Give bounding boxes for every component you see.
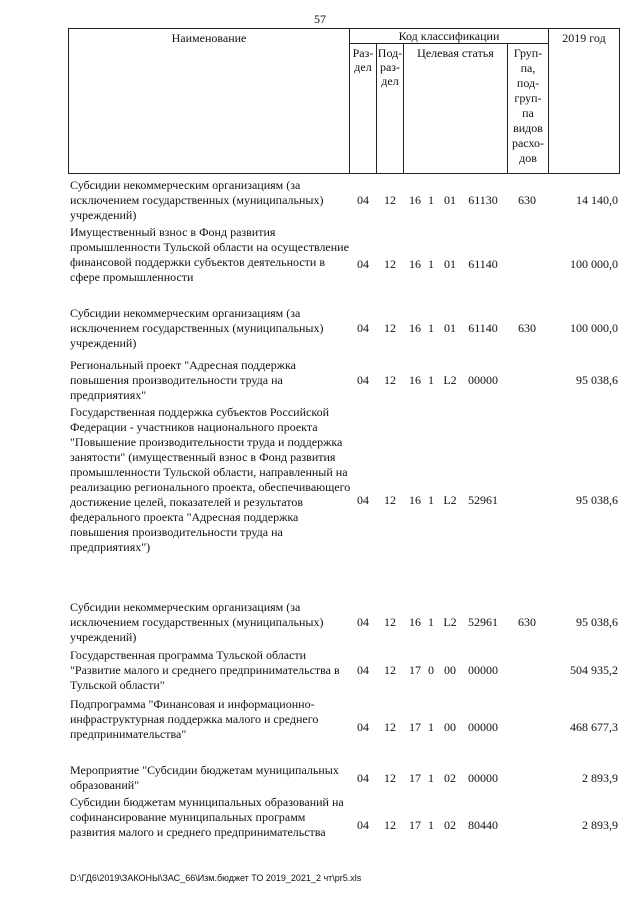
row-program: 17 (409, 771, 421, 785)
row-amount: 468 677,3 (570, 720, 618, 734)
row-subprogram: 1 (428, 771, 434, 785)
row-subprogram: 1 (428, 720, 434, 734)
row-event: 01 (444, 193, 456, 207)
row-direction: 52961 (468, 615, 498, 629)
row-amount: 2 893,9 (582, 818, 618, 832)
row-direction: 00000 (468, 663, 498, 677)
row-name: Субсидии бюджетам муниципальных образований на софинансирование муниципальных программ развития малого и среднего предпринимательства (70, 795, 344, 839)
row-direction: 61140 (468, 257, 498, 271)
row-subprogram: 1 (428, 818, 434, 832)
row-section: 04 (357, 818, 369, 832)
row-event: 00 (444, 720, 456, 734)
row-name: Подпрограмма "Финансовая и информационно-инфраструктурная поддержка малого и среднего предпринимательства" (70, 697, 319, 741)
row-subsection: 12 (384, 771, 396, 785)
row-program: 16 (409, 193, 421, 207)
row-subsection: 12 (384, 818, 396, 832)
row-subprogram: 1 (428, 493, 434, 507)
row-amount: 504 935,2 (570, 663, 618, 677)
row-program: 17 (409, 663, 421, 677)
row-program: 16 (409, 373, 421, 387)
row-name: Государственная поддержка субъектов Российской Федерации - участников национального проекта "Повышение производительности труда и поддержка занятости" (имущественный взнос в Фонд развития промышленности Тульской области, направленный на реализацию регионального проекта, обеспечивающего достижение целей, показателей и результатов федерального проекта "Адресная поддержка повышения производительности труда на предприятиях") (70, 405, 351, 554)
header-section: Раз- дел (352, 46, 374, 74)
row-expense-group: 630 (518, 193, 536, 207)
row-section: 04 (357, 663, 369, 677)
row-amount: 2 893,9 (582, 771, 618, 785)
row-event: 02 (444, 771, 456, 785)
row-subprogram: 1 (428, 193, 434, 207)
row-section: 04 (357, 493, 369, 507)
row-subprogram: 1 (428, 373, 434, 387)
row-expense-group: 630 (518, 321, 536, 335)
row-name: Региональный проект "Адресная поддержка повышения производительности труда на предприятиях" (70, 358, 296, 402)
row-subsection: 12 (384, 663, 396, 677)
row-event: L2 (443, 615, 457, 629)
header-group: Груп- па, под- груп- па видов расхо- дов (511, 46, 545, 165)
header-name: Наименование (171, 31, 247, 45)
row-event: 02 (444, 818, 456, 832)
page-number: 57 (314, 12, 326, 26)
row-subsection: 12 (384, 193, 396, 207)
row-direction: 00000 (468, 720, 498, 734)
row-expense-group: 630 (518, 615, 536, 629)
row-direction: 00000 (468, 373, 498, 387)
row-subsection: 12 (384, 321, 396, 335)
row-event: L2 (443, 493, 457, 507)
row-section: 04 (357, 373, 369, 387)
row-event: L2 (443, 373, 457, 387)
row-subsection: 12 (384, 720, 396, 734)
header-target: Целевая статья (417, 46, 494, 60)
row-amount: 95 038,6 (576, 615, 618, 629)
row-direction: 80440 (468, 818, 498, 832)
row-section: 04 (357, 193, 369, 207)
row-section: 04 (357, 615, 369, 629)
row-subsection: 12 (384, 373, 396, 387)
row-name: Имущественный взнос в Фонд развития промышленности Тульской области на осуществление финансовой поддержки субъектов деятельности в сфере промышленности (70, 225, 349, 284)
row-direction: 61140 (468, 321, 498, 335)
row-subprogram: 0 (428, 663, 434, 677)
row-name: Субсидии некоммерческим организациям (за исключением государственных (муниципальных) учреждений) (70, 178, 324, 222)
row-program: 16 (409, 321, 421, 335)
row-subprogram: 1 (428, 257, 434, 271)
row-program: 16 (409, 493, 421, 507)
row-program: 17 (409, 720, 421, 734)
row-direction: 00000 (468, 771, 498, 785)
row-amount: 100 000,0 (570, 257, 618, 271)
row-subsection: 12 (384, 615, 396, 629)
row-subprogram: 1 (428, 615, 434, 629)
row-section: 04 (357, 771, 369, 785)
row-event: 01 (444, 257, 456, 271)
row-section: 04 (357, 257, 369, 271)
row-program: 17 (409, 818, 421, 832)
header-classification: Код классификации (398, 29, 500, 43)
row-event: 01 (444, 321, 456, 335)
row-name: Мероприятие "Субсидии бюджетам муниципальных образований" (70, 763, 339, 792)
row-amount: 14 140,0 (576, 193, 618, 207)
row-name: Субсидии некоммерческим организациям (за исключением государственных (муниципальных) учреждений) (70, 306, 324, 350)
row-subsection: 12 (384, 257, 396, 271)
row-section: 04 (357, 321, 369, 335)
row-name: Государственная программа Тульской области "Развитие малого и среднего предпринимательства в Тульской области" (70, 648, 340, 692)
file-path-footer: D:\ГД6\2019\ЗАКОНЫ\ЗАС_66\Изм.бюджет ТО 2019_2021_2 чт\pr5.xls (70, 873, 362, 883)
row-amount: 95 038,6 (576, 493, 618, 507)
row-program: 16 (409, 615, 421, 629)
header-year: 2019 год (562, 31, 606, 45)
row-direction: 61130 (468, 193, 498, 207)
row-amount: 100 000,0 (570, 321, 618, 335)
row-section: 04 (357, 720, 369, 734)
row-amount: 95 038,6 (576, 373, 618, 387)
row-subsection: 12 (384, 493, 396, 507)
row-program: 16 (409, 257, 421, 271)
row-event: 00 (444, 663, 456, 677)
row-subprogram: 1 (428, 321, 434, 335)
row-name: Субсидии некоммерческим организациям (за исключением государственных (муниципальных) учреждений) (70, 600, 324, 644)
header-subsection: Под- раз- дел (377, 46, 403, 88)
row-direction: 52961 (468, 493, 498, 507)
